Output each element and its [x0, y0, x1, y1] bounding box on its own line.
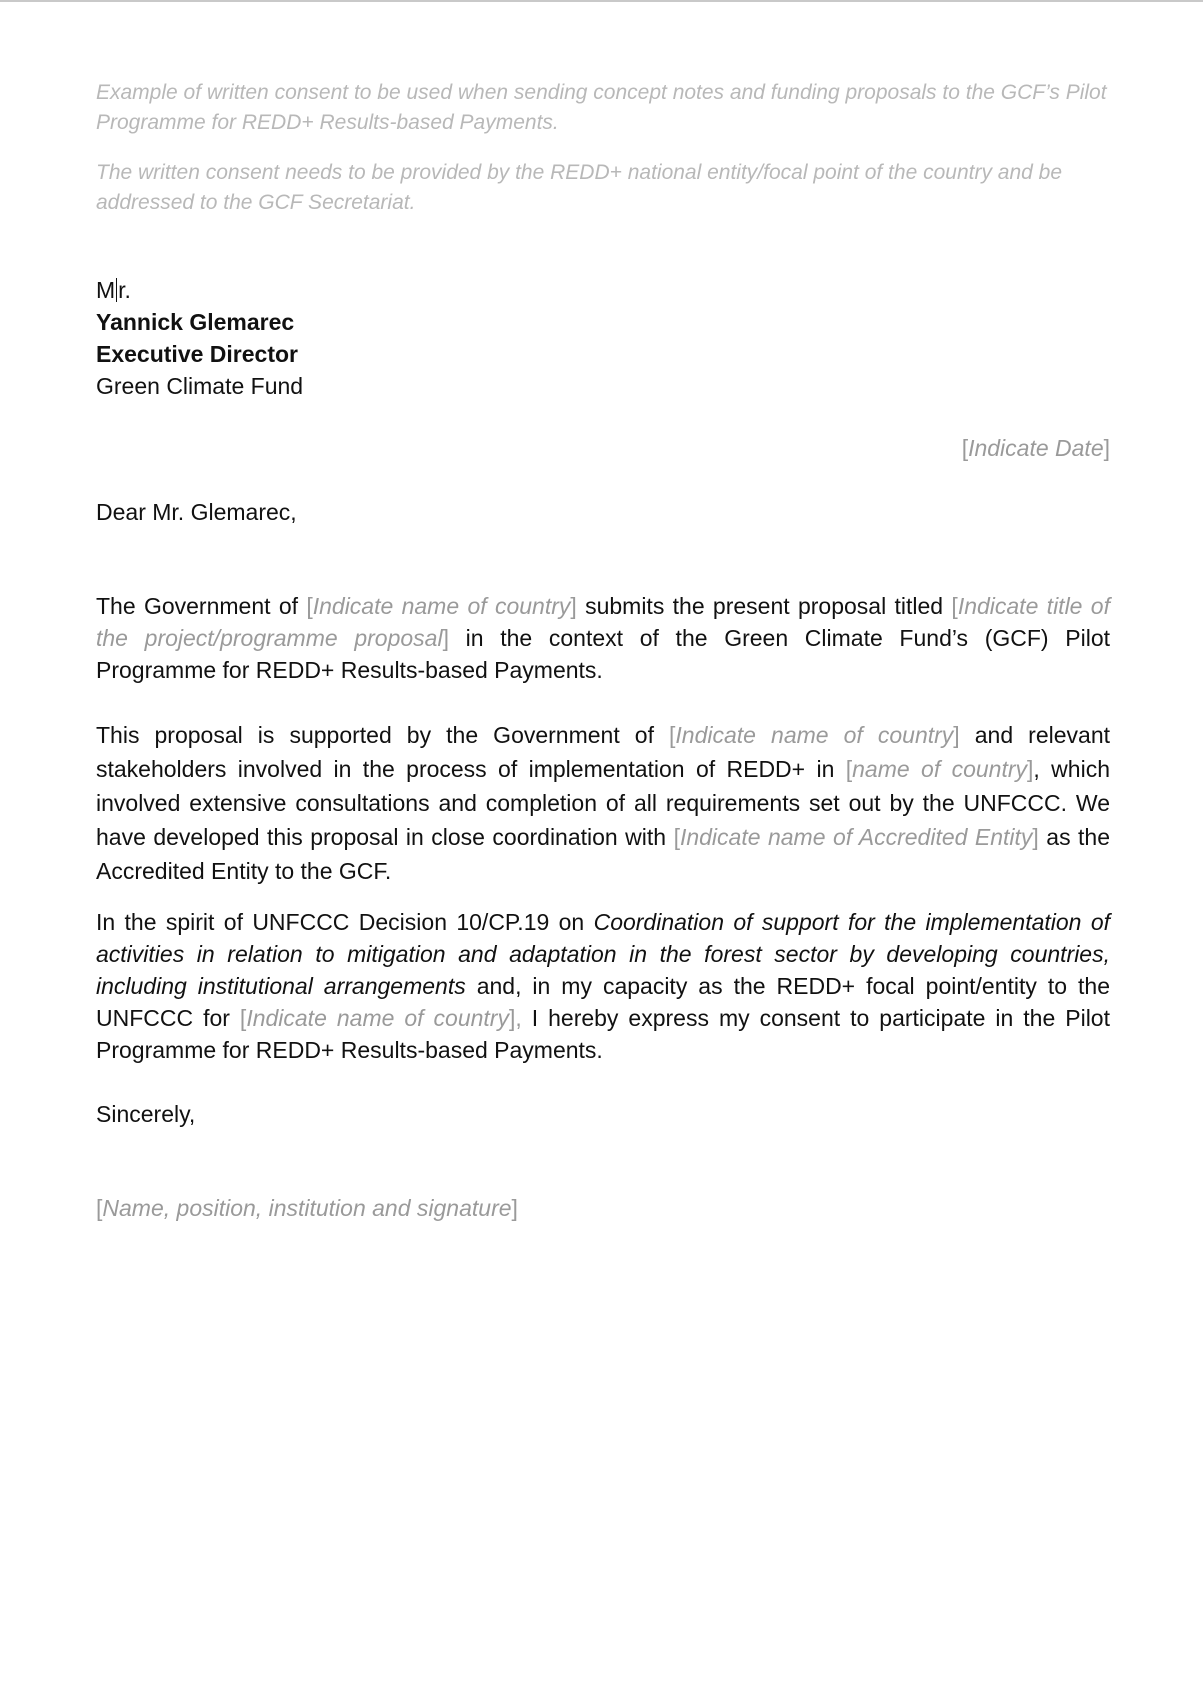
honorific-part-b: r. [118, 277, 131, 303]
date-placeholder: [Indicate Date] [961, 435, 1110, 461]
addressee-honorific [96, 274, 1110, 306]
placeholder-proposal-title: [Indicate title of the project/programme proposal] [96, 593, 1110, 651]
paragraph-proposal-intro: The Government of [Indicate name of country] submits the present proposal titled [Indicate title of the project/programme proposal] in the context of the Green Climate Fund’s (GCF) Pilot Programme for REDD+ Results-based Payments. [96, 593, 1111, 683]
addressee-organization: Green Climate Fund [96, 373, 304, 399]
salutation: Dear Mr. Glemarec, [96, 499, 297, 525]
instruction-note-1: Example of written consent to be used when sending concept notes and funding proposals to the GCF’s Pilot Programme for REDD+ Results-based Payments. [96, 81, 1107, 134]
addressee-title: Executive Director [96, 341, 298, 367]
placeholder-country-name-short: [name of country] [845, 756, 1034, 782]
addressee-block [96, 274, 1110, 402]
date-line [96, 432, 1110, 464]
placeholder-country-name: [Indicate name of country] [669, 722, 960, 748]
instruction-note-2: The written consent needs to be provided by the REDD+ national entity/focal point of the country and be addressed to the GCF Secretariat. [96, 161, 1063, 214]
placeholder-accredited-entity: [Indicate name of Accredited Entity] [673, 824, 1039, 850]
closing: Sincerely, [96, 1101, 196, 1127]
decision-title: Coordination of support for the implementation of activities in relation to mitigation and adaptation in the forest sector by developing countries, including institutional arrangements [96, 909, 1110, 999]
placeholder-country-name: [Indicate name of country] [306, 593, 577, 619]
letter-page[interactable] [96, 78, 1110, 1224]
paragraph-support-statement: This proposal is supported by the Government of [Indicate name of country] and relevant stakeholders involved in the process of implementation of REDD+ in [name of country], which involved extensive consultations and completion of all requirements set out by the UNFCCC. We have developed this proposal in close coordination with [Indicate name of Accredited Entity] as the Accredited Entity to the GCF. [96, 722, 1111, 884]
placeholder-country-name: [Indicate name of country], [239, 1005, 522, 1031]
addressee-name: Yannick Glemarec [96, 309, 295, 335]
signature-placeholder: [Name, position, institution and signature] [96, 1195, 518, 1221]
honorific-part-a: M [96, 277, 116, 303]
page-top-border [0, 0, 1203, 2]
paragraph-consent-statement: In the spirit of UNFCCC Decision 10/CP.19 on Coordination of support for the implementation of activities in relation to mitigation and adaptation in the forest sector by developing countries, including institutional arrangements and, in my capacity as the REDD+ focal point/entity to the UNFCCC for [Indicate name of country], I hereby express my consent to participate in the Pilot Programme for REDD+ Results-based Payments. [96, 909, 1110, 1063]
signature-line [96, 1192, 1110, 1224]
